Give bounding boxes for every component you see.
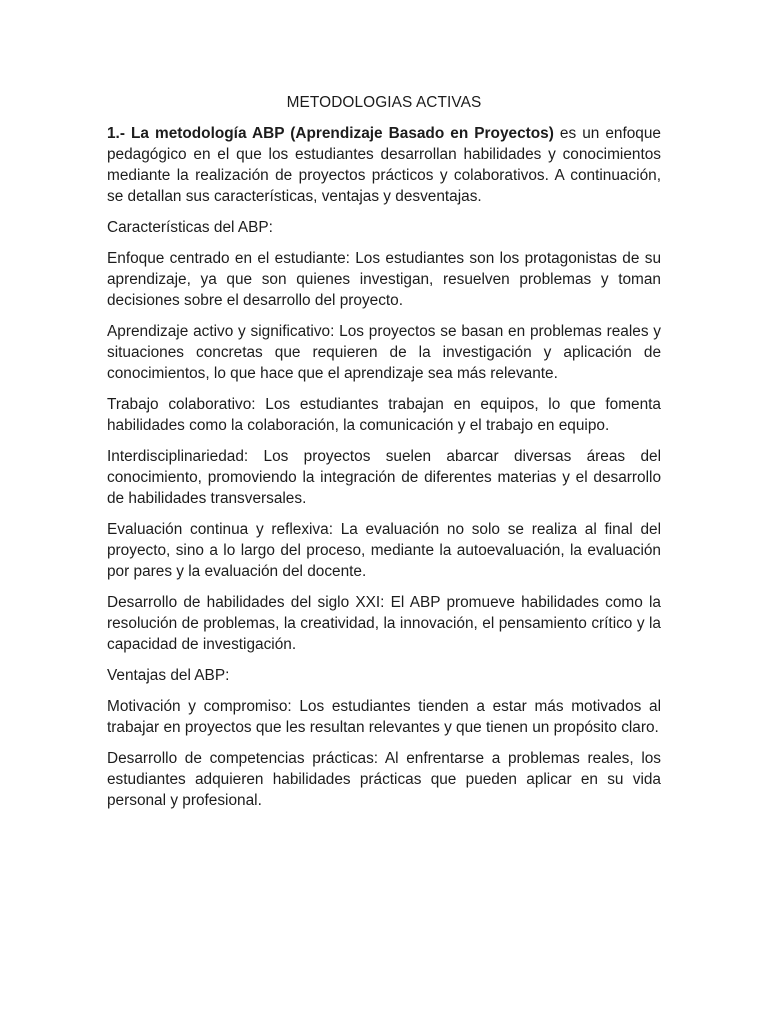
characteristic-paragraph: Interdisciplinariedad: Los proyectos suelen abarcar diversas áreas del conocimiento, promoviendo la integración de diferentes materias y el desarrollo de habilidades transversales. bbox=[107, 448, 661, 507]
intro-paragraph bbox=[107, 123, 661, 207]
document-title: METODOLOGIAS ACTIVAS bbox=[286, 94, 482, 111]
characteristic-paragraph: Trabajo colaborativo: Los estudiantes trabajan en equipos, lo que fomenta habilidades como la colaboración, la comunicación y el trabajo en equipo. bbox=[107, 396, 661, 434]
characteristics-heading: Características del ABP: bbox=[107, 219, 273, 236]
intro-text: es un enfoque pedagógico en el que los estudiantes desarrollan habilidades y conocimientos mediante la realización de proyectos prácticos y colaborativos. A continuación, se detallan sus características, ventajas y desventajas. bbox=[107, 125, 661, 205]
characteristic-paragraph: Enfoque centrado en el estudiante: Los estudiantes son los protagonistas de su aprendizaje, ya que son quienes investigan, resuelven problemas y toman decisiones sobre el desarrollo del proyecto. bbox=[107, 250, 661, 309]
characteristic-paragraph: Evaluación continua y reflexiva: La evaluación no solo se realiza al final del proyecto, sino a lo largo del proceso, mediante la autoevaluación, la evaluación por pares y la evaluación del docente. bbox=[107, 521, 661, 580]
advantage-paragraph: Motivación y compromiso: Los estudiantes tienden a estar más motivados al trabajar en proyectos que les resultan relevantes y que tienen un propósito claro. bbox=[107, 698, 661, 736]
characteristic-paragraph: Desarrollo de habilidades del siglo XXI: El ABP promueve habilidades como la resolución de problemas, la creatividad, la innovación, el pensamiento crítico y la capacidad de investigación. bbox=[107, 594, 661, 653]
intro-lead: 1.- La metodología ABP (Aprendizaje Basado en Proyectos) bbox=[107, 125, 554, 142]
characteristic-paragraph: Aprendizaje activo y significativo: Los proyectos se basan en problemas reales y situaciones concretas que requieren de la investigación y aplicación de conocimientos, lo que hace que el aprendizaje sea más relevante. bbox=[107, 323, 661, 382]
advantages-heading: Ventajas del ABP: bbox=[107, 667, 230, 684]
document-page bbox=[107, 92, 661, 821]
advantage-paragraph: Desarrollo de competencias prácticas: Al enfrentarse a problemas reales, los estudiantes adquieren habilidades prácticas que pueden aplicar en su vida personal y profesional. bbox=[107, 750, 661, 809]
